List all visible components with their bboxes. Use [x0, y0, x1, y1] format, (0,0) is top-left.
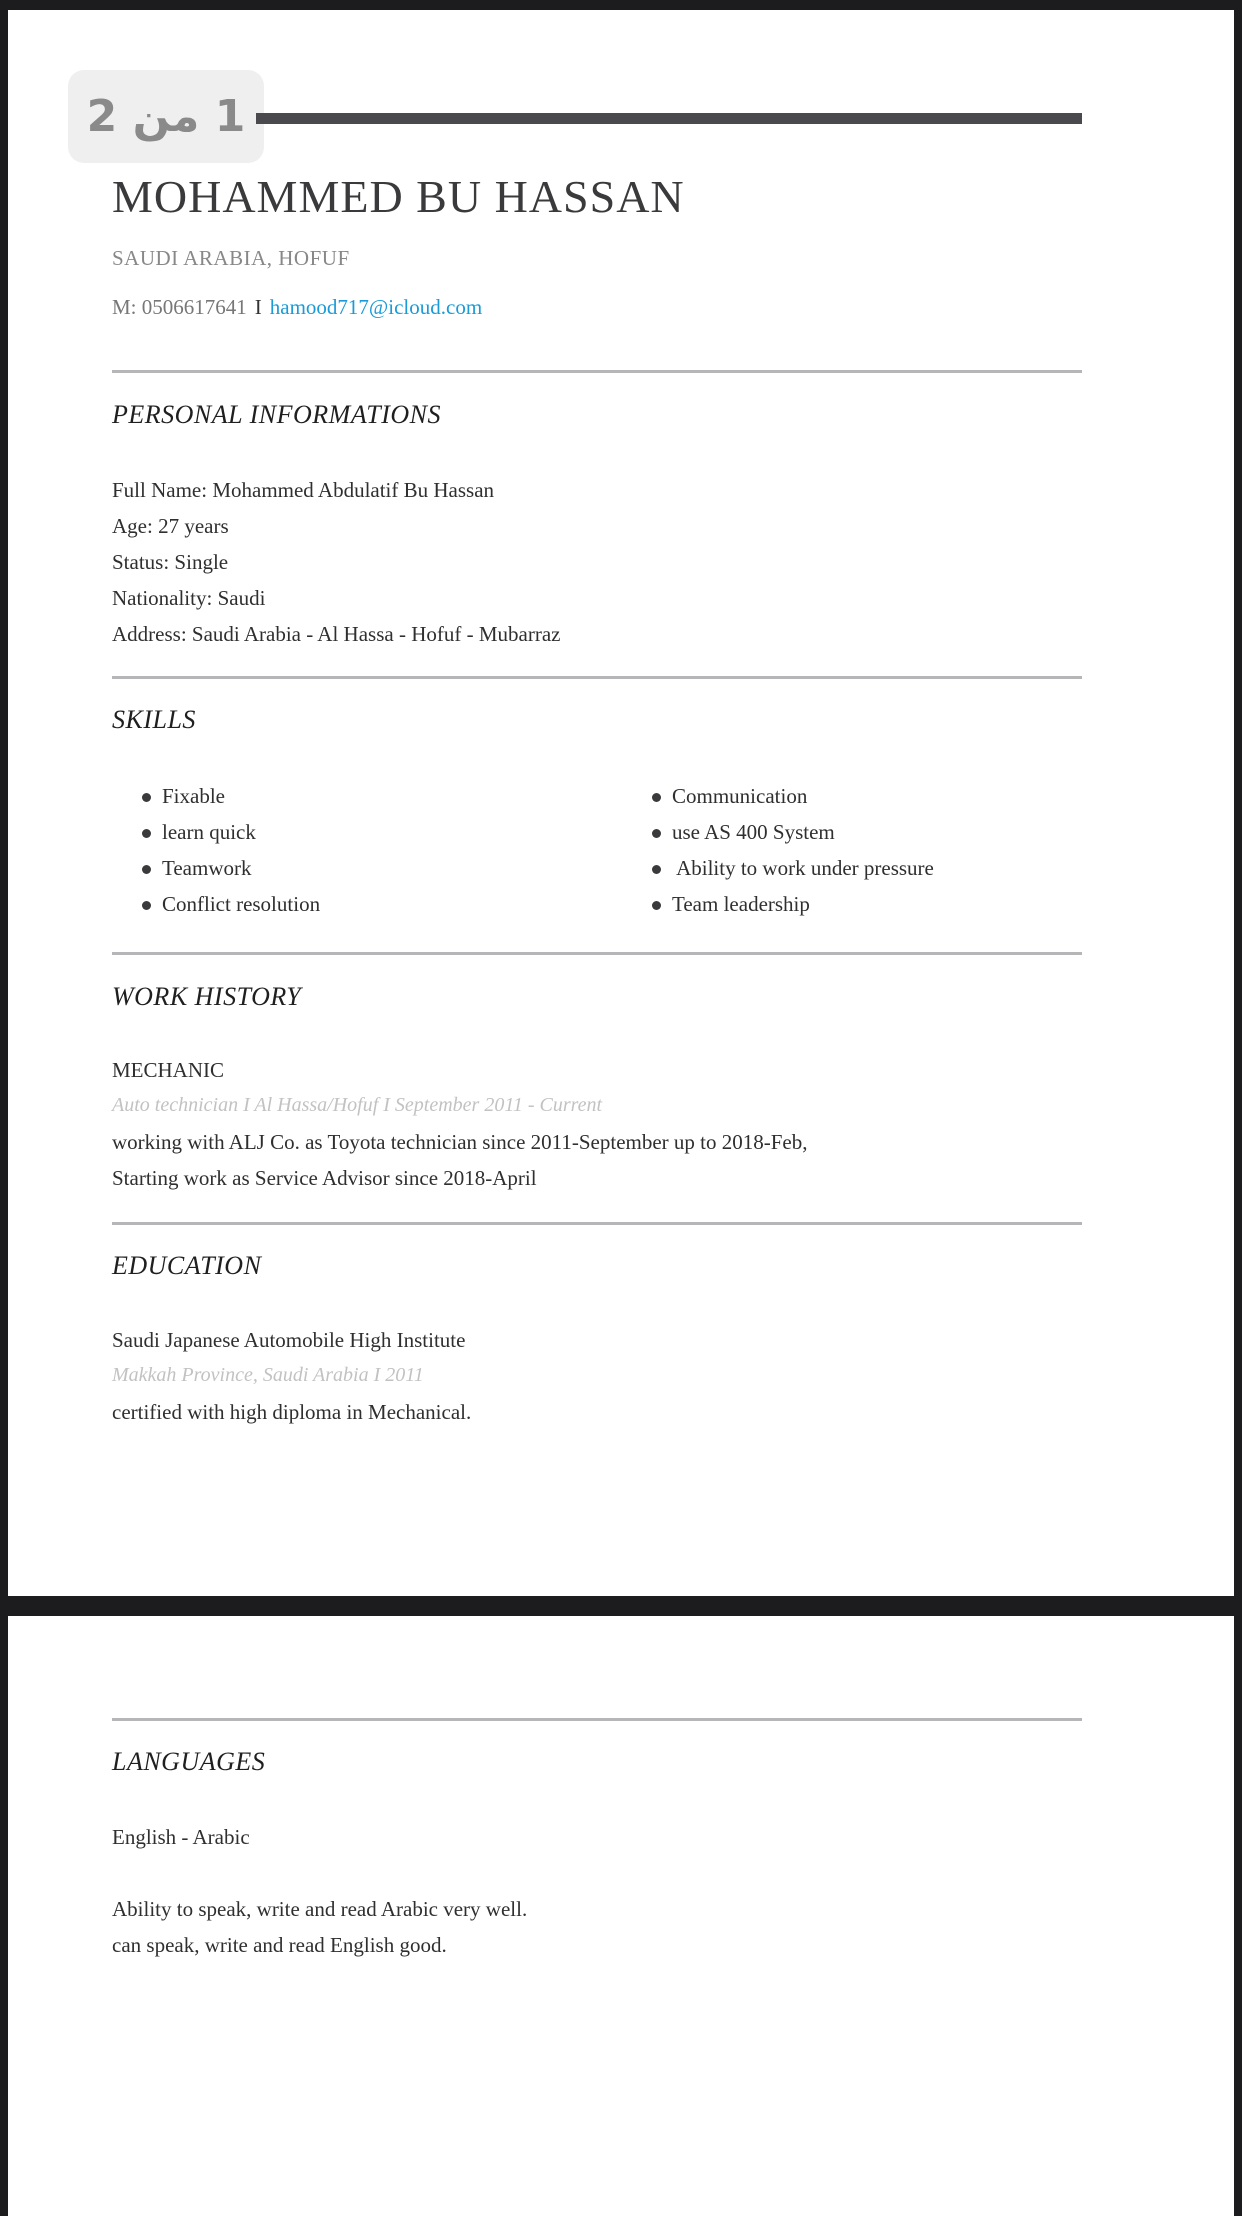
- personal-full-name: Full Name: Mohammed Abdulatif Bu Hassan: [112, 478, 495, 502]
- section-title-work: WORK HISTORY: [112, 982, 302, 1011]
- section-divider: [112, 676, 1082, 679]
- skill-item: learn quick: [162, 820, 256, 844]
- page-indicator: 1 من 2: [68, 70, 264, 163]
- bullet-icon: [142, 793, 151, 802]
- section-divider: [112, 952, 1082, 955]
- header-accent-bar: [256, 113, 1082, 124]
- personal-status: Status: Single: [112, 550, 229, 574]
- candidate-name: MOHAMMED BU HASSAN: [112, 171, 685, 222]
- personal-address: Address: Saudi Arabia - Al Hassa - Hofuf - Mubarraz: [112, 622, 561, 646]
- school-meta: Makkah Province, Saudi Arabia I 2011: [112, 1364, 424, 1386]
- section-title-skills: SKILLS: [112, 705, 196, 734]
- candidate-location: SAUDI ARABIA, HOFUF: [112, 246, 350, 270]
- bullet-icon: [142, 865, 151, 874]
- school-name: Saudi Japanese Automobile High Institute: [112, 1328, 466, 1352]
- section-title-personal: PERSONAL INFORMATIONS: [112, 400, 441, 429]
- job-description-line: Starting work as Service Advisor since 2018-April: [112, 1166, 537, 1190]
- skill-item: Conflict resolution: [162, 892, 321, 916]
- email-link[interactable]: hamood717@icloud.com: [269, 295, 483, 319]
- resume-page-1: [8, 10, 1234, 1596]
- skill-item: use AS 400 System: [672, 820, 835, 844]
- job-title: MECHANIC: [112, 1058, 225, 1082]
- education-description: certified with high diploma in Mechanical.: [112, 1400, 472, 1424]
- contact-line: [112, 295, 482, 320]
- section-title-education: EDUCATION: [112, 1251, 262, 1280]
- bullet-icon: [652, 829, 661, 838]
- section-divider: [112, 1718, 1082, 1721]
- languages-summary: English - Arabic: [112, 1825, 250, 1849]
- personal-nationality: Nationality: Saudi: [112, 586, 266, 610]
- skill-item: Fixable: [162, 784, 225, 808]
- language-detail-line: Ability to speak, write and read Arabic very well.: [112, 1897, 528, 1921]
- bullet-icon: [652, 865, 661, 874]
- resume-page-2: [8, 1616, 1234, 2216]
- job-meta: Auto technician I Al Hassa/Hofuf I September 2011 - Current: [112, 1094, 603, 1116]
- skill-item: Communication: [672, 784, 808, 808]
- section-title-languages: LANGUAGES: [112, 1747, 266, 1776]
- bullet-icon: [142, 901, 151, 910]
- section-divider: [112, 1222, 1082, 1225]
- section-divider: [112, 370, 1082, 373]
- skill-item: Team leadership: [672, 892, 810, 916]
- job-description-line: working with ALJ Co. as Toyota technician since 2011-September up to 2018-Feb,: [112, 1130, 808, 1154]
- personal-age: Age: 27 years: [112, 514, 229, 538]
- bullet-icon: [142, 829, 151, 838]
- phone-number: M: 0506617641: [112, 295, 247, 319]
- skill-item: Ability to work under pressure: [672, 856, 934, 880]
- language-detail-line: can speak, write and read English good.: [112, 1933, 447, 1957]
- contact-separator: I: [254, 295, 262, 319]
- bullet-icon: [652, 793, 661, 802]
- bullet-icon: [652, 901, 661, 910]
- skill-item: Teamwork: [162, 856, 252, 880]
